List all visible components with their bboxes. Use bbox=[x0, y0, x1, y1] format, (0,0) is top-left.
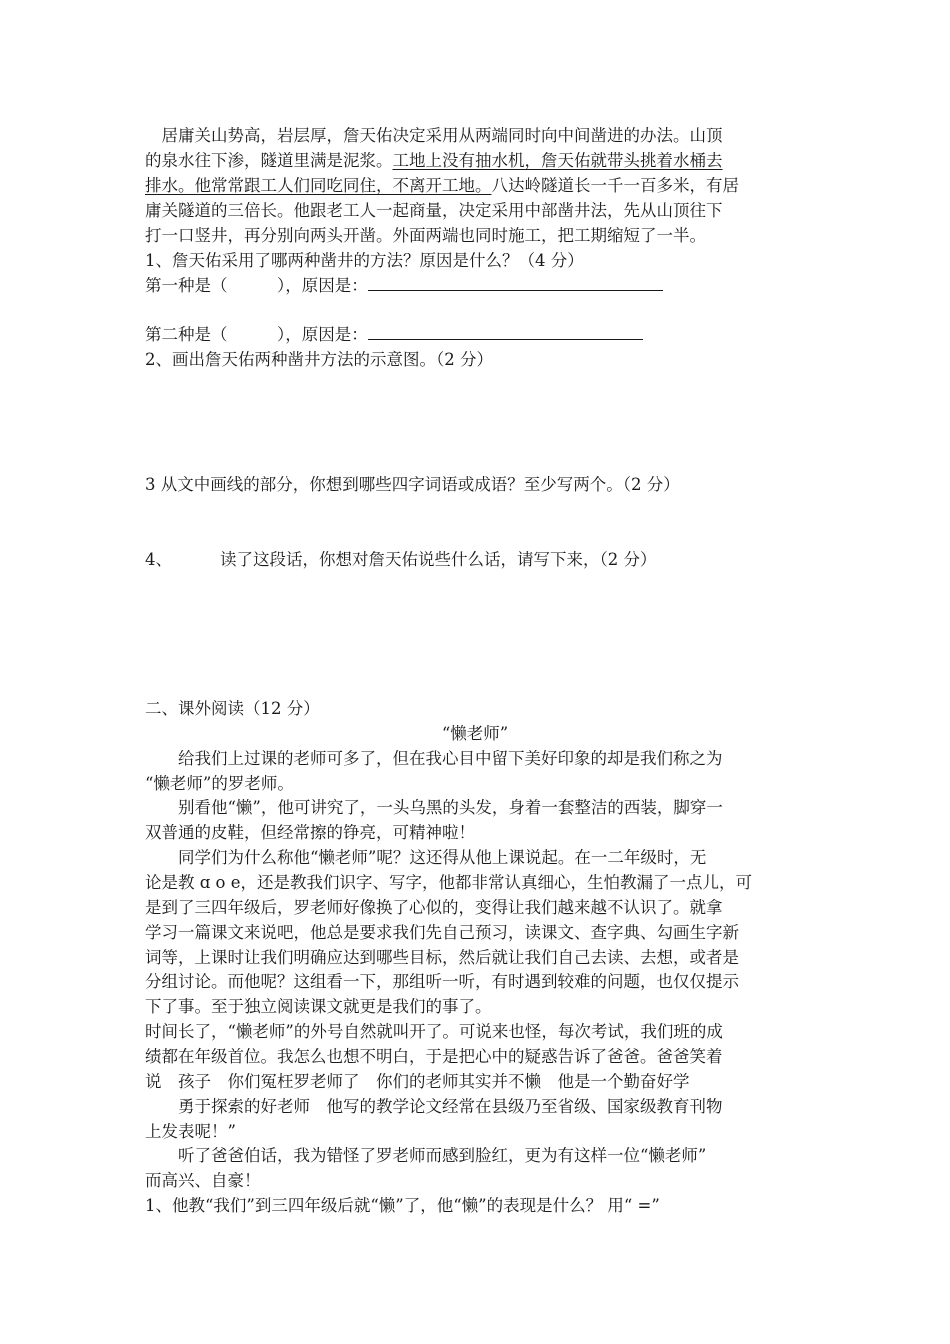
article-line: 说 孩子 你们冤枉罗老师了 你们的老师其实并不懒 他是一个勤奋好学 bbox=[145, 1072, 690, 1091]
passage-line bbox=[145, 174, 739, 198]
question-3: 3 从文中画线的部分，你想到哪些四字词语或成语？至少写两个。（2 分） bbox=[145, 475, 680, 494]
passage-line bbox=[145, 149, 723, 173]
article-line: 学习一篇课文来说吧，他总是要求我们先自己预习，读课文、查字典、勾画生字新 bbox=[145, 923, 739, 942]
underlined-text: 工地上没有抽水机，詹天佑就带头挑着水桶去 bbox=[392, 151, 723, 170]
question-1-first bbox=[145, 274, 663, 298]
article-line: 双普通的皮鞋，但经常擦的铮亮，可精神啦！ bbox=[145, 823, 475, 842]
question-4-number: 4、 bbox=[145, 550, 172, 569]
article-line: 给我们上过课的老师可多了，但在我心目中留下美好印象的却是我们称之为 bbox=[145, 749, 723, 768]
article-line: 论是教 ɑ o e，还是教我们识字、写字，他都非常认真细心，生怕教漏了一点儿，可 bbox=[145, 873, 752, 892]
answer-blank[interactable] bbox=[368, 323, 643, 340]
article-line: 同学们为什么称他“懒老师”呢？这还得从他上课说起。在一二年级时，无 bbox=[145, 848, 707, 867]
article-question-1: 1、他教“我们”到三四年级后就“懒”了，他“懒”的表现是什么？ 用“ =” bbox=[145, 1196, 660, 1215]
underlined-text: 排水。他常常跟工人们同吃同住，不离开工地。 bbox=[145, 176, 492, 195]
article-line: 下了事。至于独立阅读课文就更是我们的事了。 bbox=[145, 997, 492, 1016]
second-method-label: 第二种是（ ），原因是： bbox=[145, 325, 368, 344]
passage-line: 居庸关山势高，岩层厚，詹天佑决定采用从两端同时向中间凿进的办法。山顶 bbox=[145, 126, 723, 145]
article-line: 是到了三四年级后，罗老师好像换了心似的，变得让我们越来越不认识了。就拿 bbox=[145, 898, 723, 917]
article-line: 上发表呢！” bbox=[145, 1122, 236, 1141]
question-1: 1、詹天佑采用了哪两种凿井的方法？原因是什么？（4 分） bbox=[145, 251, 584, 270]
question-4 bbox=[145, 548, 657, 572]
question-2: 2、画出詹天佑两种凿井方法的示意图。（2 分） bbox=[145, 350, 493, 369]
section-heading: 二、课外阅读（12 分） bbox=[145, 699, 320, 718]
article-title: “懒老师” bbox=[441, 724, 509, 743]
article-line: 词等，上课时让我们明确应达到哪些目标，然后就让我们自己去读、去想，或者是 bbox=[145, 948, 739, 967]
article-line: 时间长了，“懒老师”的外号自然就叫开了。可说来也怪，每次考试，我们班的成 bbox=[145, 1022, 723, 1041]
article-line: “懒老师”的罗老师。 bbox=[145, 774, 294, 793]
question-4-text: 读了这段话，你想对詹天佑说些什么话，请写下来，（2 分） bbox=[220, 550, 657, 569]
article-line: 别看他“懒”，他可讲究了，一头乌黑的头发，身着一套整洁的西装，脚穿一 bbox=[145, 798, 723, 817]
passage-text: 的泉水往下渗，隧道里满是泥浆。 bbox=[145, 151, 393, 170]
passage-line: 庸关隧道的三倍长。他跟老工人一起商量，决定采用中部凿井法，先从山顶往下 bbox=[145, 201, 723, 220]
article-line: 勇于探索的好老师 他写的教学论文经常在县级乃至省级、国家级教育刊物 bbox=[145, 1097, 723, 1116]
article-line: 分组讨论。而他呢？这组看一下，那组听一听，有时遇到较难的问题，也仅仅提示 bbox=[145, 972, 739, 991]
passage-text: 八达岭隧道长一千一百多米，有居 bbox=[491, 176, 739, 195]
article-line: 而高兴、自豪！ bbox=[145, 1171, 261, 1190]
question-1-second bbox=[145, 323, 643, 347]
answer-blank[interactable] bbox=[368, 274, 663, 291]
first-method-label: 第一种是（ ），原因是： bbox=[145, 276, 368, 295]
passage-line: 打一口竖井，再分别向两头开凿。外面两端也同时施工，把工期缩短了一半。 bbox=[145, 226, 706, 245]
article-line: 绩都在年级首位。我怎么也想不明白，于是把心中的疑惑告诉了爸爸。爸爸笑着 bbox=[145, 1047, 723, 1066]
article-line: 听了爸爸伯话，我为错怪了罗老师而感到脸红，更为有这样一位“懒老师” bbox=[145, 1146, 707, 1165]
